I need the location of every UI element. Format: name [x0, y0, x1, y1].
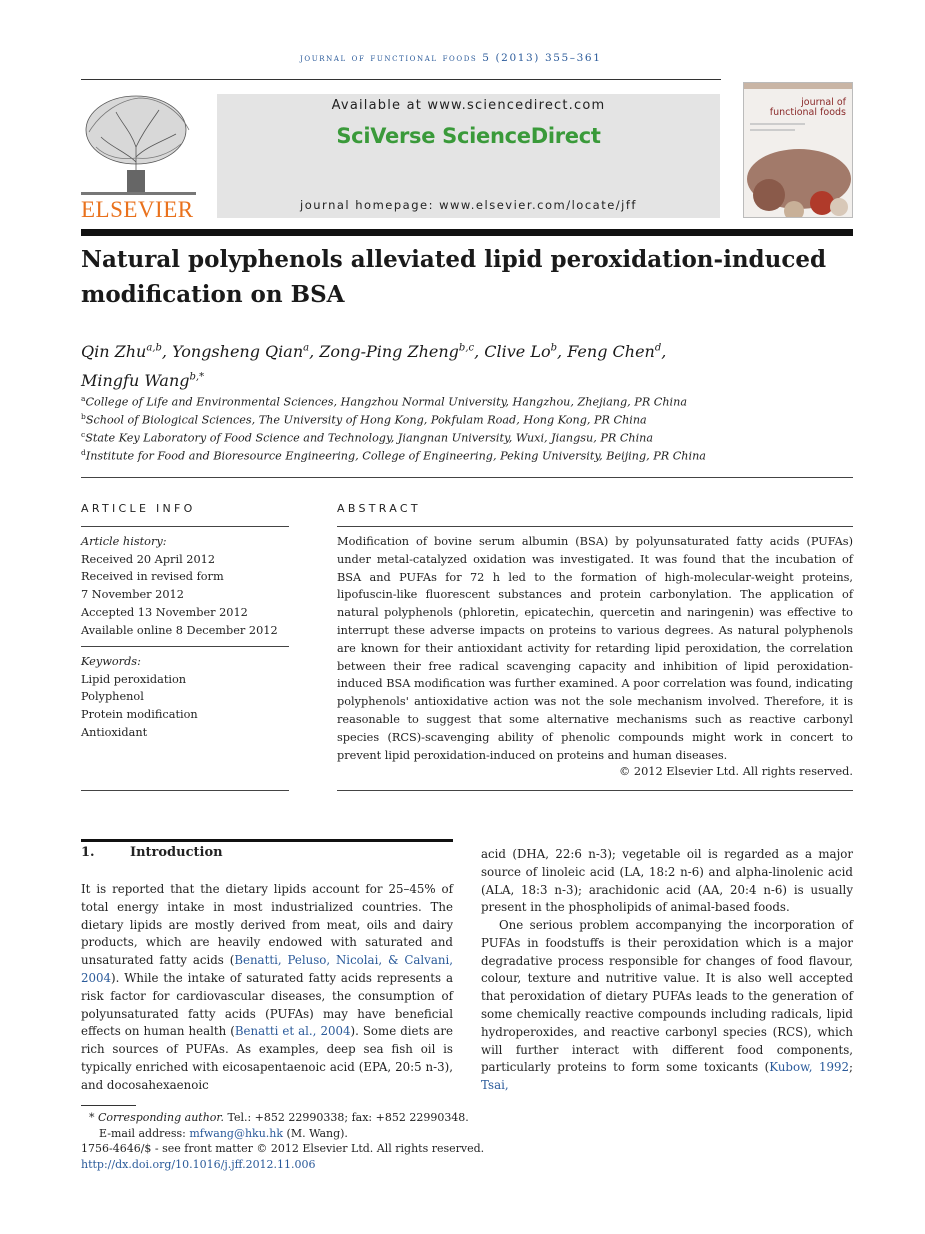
- body-paragraph: One serious problem accompanying the incorporation of PUFAs in foodstuffs is their peroxidation which is a major degradative process responsible for changes of food flavour, colour, texture and nutritive value. It is also well accepted that peroxidation of dietary PUFAs leads to the generation of some chemically reactive compounds including radicals, lipid hydroperoxides, and reactive carbonyl species (RCS), which will further interact with different food components, particularly proteins to form some toxicants (Kubow, 1992; Tsai,: [481, 918, 853, 1093]
- running-head: journal of functional foods 5 (2013) 355–361: [300, 52, 602, 64]
- keyword: Polyphenol: [81, 690, 144, 703]
- issn-line: 1756-4646/$ - see front matter © 2012 Elsevier Ltd. All rights reserved.: [81, 1142, 485, 1155]
- doi-link[interactable]: http://dx.doi.org/10.1016/j.jff.2012.11.006: [81, 1158, 316, 1171]
- divider: [337, 790, 853, 791]
- author: Yongsheng Qian$^a$,: [172, 342, 320, 362]
- divider: [337, 526, 853, 527]
- history-item: Available online 8 December 2012: [81, 624, 278, 637]
- affiliation: $^d$Institute for Food and Bioresource Engineering, College of Engineering, Peking University, Beijing, PR China: [81, 448, 706, 463]
- author-list: [81, 336, 853, 393]
- keyword: Antioxidant: [81, 726, 148, 739]
- body-paragraph: acid (DHA, 22:6 n-3); vegetable oil is regarded as a major source of linoleic acid (LA, 18:2 n-6) and alpha-linolenic acid (ALA, 18:3 n-3); arachidonic acid (AA, 20:4 n-6) is usually present in the phospholipids of animal-based foods.: [481, 847, 853, 915]
- author: Qin Zhu$^{a,b}$,: [81, 342, 173, 362]
- keyword: Protein modification: [81, 708, 198, 721]
- divider: [81, 477, 853, 478]
- available-at: Available at www.sciencedirect.com: [331, 98, 606, 113]
- divider: [81, 646, 289, 647]
- keyword: Lipid peroxidation: [81, 673, 187, 686]
- section-rule: [81, 839, 453, 842]
- email-note: E-mail address: mfwang@hku.hk (M. Wang).: [99, 1127, 348, 1140]
- history-item: Accepted 13 November 2012: [81, 606, 248, 619]
- journal-homepage: journal homepage: www.elsevier.com/locate/jff: [300, 198, 637, 212]
- abstract-text: Modification of bovine serum albumin (BSA) by polyunsaturated fatty acids (PUFAs) under metal-catalyzed oxidation was investigated. It was found that the incubation of BSA and PUFAs for 72 h led to the formation of high-molecular-weight proteins, lipofuscin-like fluorescent substances and protein carbonylation. The application of natural polyphenols (phloretin, epicatechin, quercetin and naringenin) was effective to interrupt these adverse impacts on proteins to various degrees. As natural polyphenols are known for their antioxidant activity for retarding lipid peroxidation, the correlation between their free radical scavenging capacity and inhibition of lipid peroxidation-induced BSA modification was further examined. A poor correlation was found, indicating polyphenols' antioxidative action was not the sole mechanism involved. Therefore, it is reasonable to suggest that some alternative mechanisms such as reactive carbonyl species (RCS)-scavenging ability of phenolic compounds might work in concert to prevent lipid peroxidation-induced on proteins and human diseases.: [337, 535, 853, 762]
- citation-link[interactable]: Benatti, Peluso, Nicolai, & Calvani, 2004: [81, 953, 453, 985]
- section-number: 1.: [81, 845, 95, 860]
- footnote-rule: [81, 1105, 136, 1106]
- article-title: Natural polyphenols alleviated lipid peroxidation-induced modification on BSA: [81, 246, 827, 308]
- section-heading: Introduction: [130, 845, 223, 860]
- author: Zong-Ping Zheng$^{b,c}$,: [319, 342, 485, 362]
- divider: [81, 526, 289, 527]
- history-item: Received in revised form: [81, 570, 224, 583]
- body-paragraph: It is reported that the dietary lipids account for 25–45% of total energy intake in most industrialized countries. The dietary lipids are mostly derived from meat, oils and dairy products, which are heavily endowed with saturated and unsaturated fatty acids (Benatti, Peluso, Nicolai, & Calvani, 2004). While the intake of saturated fatty acids represents a risk factor for cardiovascular diseases, the consumption of polyunsaturated fatty acids (PUFAs) may have beneficial effects on human health (Benatti et al., 2004). Some diets are rich sources of PUFAs. As examples, deep sea fish oil is typically enriched with eicosapentaenoic acid (EPA, 20:5 n-3), and docosahexaenoic: [81, 882, 453, 1092]
- affiliation: $^c$State Key Laboratory of Food Science and Technology, Jiangnan University, Wuxi, Jiangsu, PR China: [81, 430, 654, 445]
- cover-title: journal of functional foods: [769, 97, 846, 118]
- history-item: 7 November 2012: [81, 588, 184, 601]
- author: Mingfu Wang$^{b,*}$: [81, 370, 205, 390]
- author: Feng Chen$^d$,: [567, 342, 667, 362]
- affiliation: $^a$College of Life and Environmental Sciences, Hangzhou Normal University, Hangzhou, Zhejiang, PR China: [81, 394, 688, 409]
- email-link[interactable]: mfwang@hku.hk: [189, 1127, 284, 1140]
- citation-link[interactable]: Tsai,: [481, 1078, 509, 1093]
- sciverse-logo: SciVerse ScienceDirect: [336, 124, 601, 148]
- citation-link[interactable]: Kubow, 1992: [769, 1060, 849, 1075]
- article-info-heading: ARTICLE INFO: [81, 502, 196, 515]
- abstract-heading: ABSTRACT: [337, 502, 421, 515]
- header-rule: [81, 79, 721, 80]
- author: Clive Lo$^b$,: [484, 342, 568, 362]
- history-label: Article history:: [81, 535, 167, 548]
- elsevier-wordmark: ELSEVIER: [81, 197, 194, 222]
- keywords-label: Keywords:: [81, 655, 141, 668]
- history-item: Received 20 April 2012: [81, 553, 216, 566]
- title-rule: [81, 229, 853, 236]
- abstract-copyright: © 2012 Elsevier Ltd. All rights reserved.: [619, 765, 853, 778]
- corresponding-author-note: * Corresponding author. Tel.: +852 22990338; fax: +852 22990348.: [89, 1111, 469, 1124]
- citation-link[interactable]: Benatti et al., 2004: [234, 1024, 351, 1039]
- affiliation: $^b$School of Biological Sciences, The University of Hong Kong, Pokfulam Road, Hong Kong, PR China: [81, 412, 647, 427]
- divider: [81, 790, 289, 791]
